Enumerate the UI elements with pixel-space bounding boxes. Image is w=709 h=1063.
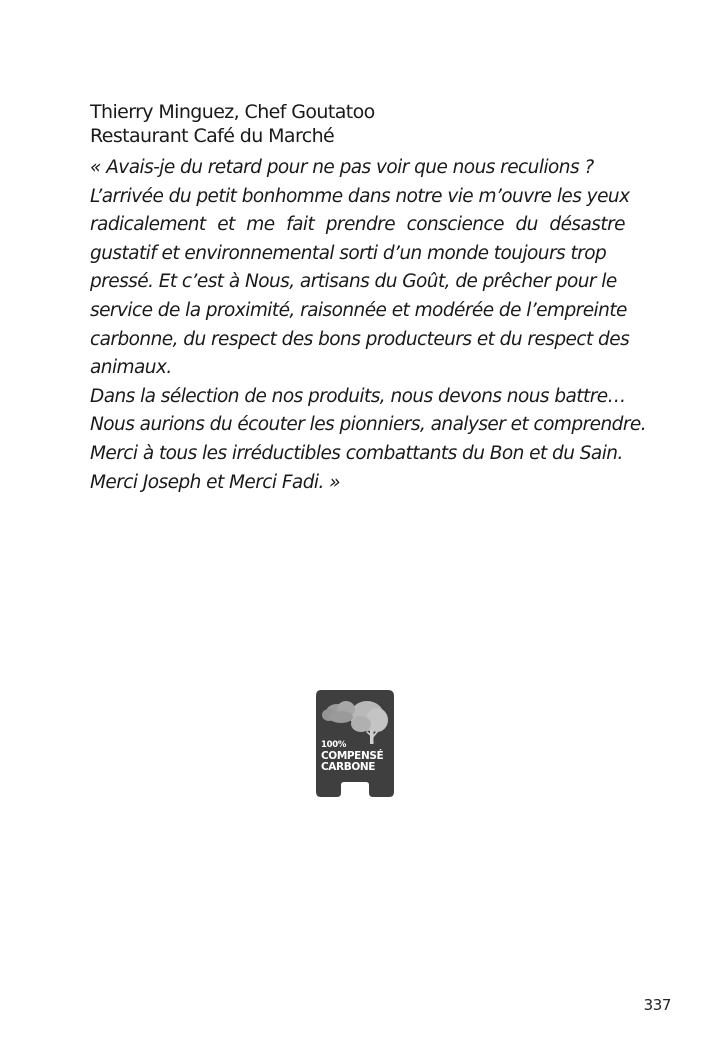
quote-line: carbonne, du respect des bons producteurs et du respect des (90, 328, 630, 350)
logo-percent: 100% (321, 740, 347, 750)
quote-line: animaux. (90, 357, 172, 379)
quote-line: gustatif et environnemental sorti d’un monde toujours trop (90, 242, 607, 264)
quote-line: service de la proximité, raisonnée et modérée de l’empreinte (90, 299, 627, 321)
quote-line: « Avais-je du retard pour ne pas voir que nous reculions ? (90, 157, 594, 178)
quote-line: pressé. Et c’est à Nous, artisans du Goût, de prêcher pour le (90, 271, 617, 293)
logo-compense: COMPENSÉ (321, 750, 384, 762)
page-number: 337 (643, 996, 671, 1014)
quote-line: Merci à tous les irréductibles combattants du Bon et du Sain. (90, 442, 623, 464)
quote-line: Nous aurions du écouter les pionniers, analyser et comprendre. (90, 414, 647, 436)
quote-line: L’arrivée du petit bonhomme dans notre vie m’ouvre les yeux (90, 185, 630, 207)
logo-text (321, 740, 391, 773)
quote-line: Merci Joseph et Merci Fadi. » (90, 471, 341, 493)
logo-carbone: CARBONE (321, 761, 376, 773)
carbon-compensated-logo (315, 690, 395, 798)
quote-line: Dans la sélection de nos produits, nous devons nous battre… (90, 385, 626, 407)
author-restaurant: Restaurant Café du Marché (90, 125, 335, 147)
author-name: Thierry Minguez, Chef Goutatoo (90, 101, 375, 123)
testimonial-quote (90, 154, 647, 497)
quote-line: radicalement et me fait prendre conscience du désastre (90, 214, 625, 236)
author-block (90, 100, 630, 148)
